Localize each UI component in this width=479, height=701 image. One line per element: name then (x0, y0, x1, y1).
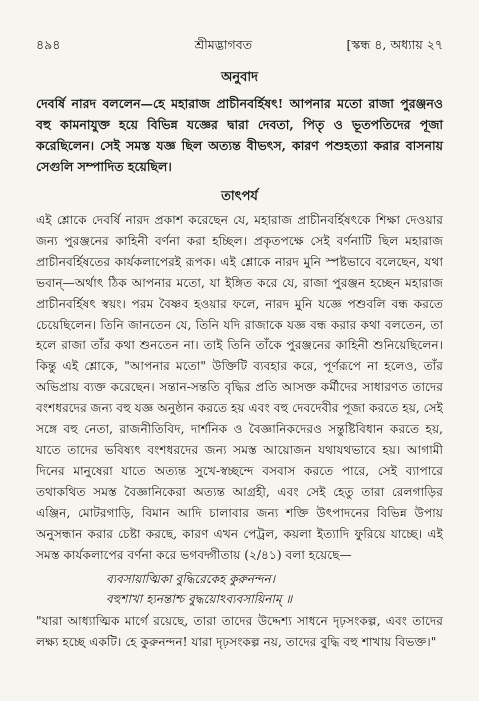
verse-line: বহুশাখা হ্যনন্তাশ্চ বুদ্ধয়োঽব্যবসায়িনাম্ ॥ (106, 592, 293, 607)
purport-text: এই শ্লোকে দেবর্ষি নারদ প্রকাশ করেছেন যে, মহারাজ প্রাচীনবর্হিষৎকে শিক্ষা দেওয়ার জন্য পুরঞ্জনের কাহিনী বর্ণনা করা হচ্ছিল। প্রকৃতপক্ষে সেই বর্ণনাটি ছিল মহারাজ প্রাচীনবর্হিষতের কার্যকলাপেরই রূপক। এই শ্লোকে নারদ মুনি স্পষ্টভাবে বলেছেন, যথা ভবান্—অর্থাৎ ঠিক আপনার মতো, যা ইঙ্গিত করে যে, রাজা পুরঞ্জন হচ্ছেন মহারাজ প্রাচীনবর্হিষৎ স্বয়ং। পরম বৈষ্ণব হওয়ার ফলে, নারদ মুনি যজ্ঞে পশুবলি বন্ধ করতে চেয়েছিলেন। তিনি জানতেন যে, তিনি যদি রাজাকে যজ্ঞ বন্ধ করার কথা বলতেন, তা হলে রাজা তাঁর কথা শুনতেন না। তাই তিনি তাঁকে পুরঞ্জনের কাহিনী শুনিয়েছিলেন। কিন্তু এই শ্লোকে, "আপনার মতো" উক্তিটি ব্যবহার করে, পূর্ণরূপে না হলেও, তাঁর অভিপ্রায় ব্যক্ত করেছেন। সন্তান-সন্ততি বৃদ্ধির প্রতি আসক্ত কর্মীদের সাধারণত তাদের বংশধরদের জন্য বহু যজ্ঞ অনুষ্ঠান করতে হয় এবং বহু দেবদেবীর পূজা করতে হয়, সেই সঙ্গে বহু নেতা, রাজনীতিবিদ, দার্শনিক ও বৈজ্ঞানিকদেরও সন্তুষ্টিবিধান করতে হয়, যাতে তাদের ভবিষ্যৎ বংশধরদের জন্য সমস্ত আয়োজন যথাযথভাবে হয়। আগামী দিনের মানুষেরা যাতে অত্যন্ত সুখে-স্বচ্ছন্দে বসবাস করতে পারে, সেই ব্যাপারে তথাকথিত সমস্ত বৈজ্ঞানিকেরা অত্যন্ত আগ্রহী, এবং সেই হেতু তারা রেলগাড়ির এঞ্জিন, মোটরগাড়ি, বিমান আদি চালাবার জন্য শক্তি উৎপাদনের বিভিন্ন উপায় অনুসন্ধান করার চেষ্টা করছে, কারণ এখন পেট্রল, কয়লা ইত্যাদি ফুরিয়ে যাচ্ছে। এই সমস্ত কার্যকলাপের বর্ণনা করে ভগবদ্গীতায় (২/৪১) বলা হয়েছে— (36, 213, 443, 562)
book-title: শ্রীমদ্ভাগবত (194, 37, 253, 52)
verse-translation-quote: "যারা আধ্যাত্মিক মার্গে রয়েছে, তারা তাদের উদ্দেশ্য সাধনে দৃঢ়সংকল্প, এবং তাদের লক্ষ্য হচ্ছে একটি। হে কুরুনন্দন! যারা দৃঢ়সংকল্প নয়, তাদের বুদ্ধি বহু শাখায় বিভক্ত।" (36, 614, 443, 650)
translation-heading: অনুবাদ (221, 70, 258, 85)
purport-heading: তাৎপর্য (221, 189, 258, 204)
page-header (36, 36, 443, 54)
chapter-reference: [স্কন্ধ ৪, অধ্যায় ২৭ (346, 37, 443, 52)
translation-text: দেবর্ষি নারদ বললেন—হে মহারাজ প্রাচীনবর্হিষৎ! আপনার মতো রাজা পুরঞ্জনও বহু কামনাযুক্ত হয়ে বিভিন্ন যজ্ঞের দ্বারা দেবতা, পিতৃ ও ভূতপতিদের পূজা করেছিলেন। সেই সমস্ত যজ্ঞ ছিল অত্যন্ত বীভৎস, কারণ পশুহত্যা করার বাসনায় সেগুলি সম্পাদিত হয়েছিল। (36, 96, 443, 174)
page-number: ৪৯৪ (36, 37, 61, 52)
verse-line: ব্যবসায়াত্মিকা বুদ্ধিরেকেহ কুরুনন্দন। (106, 572, 275, 587)
verse-block (36, 569, 443, 609)
